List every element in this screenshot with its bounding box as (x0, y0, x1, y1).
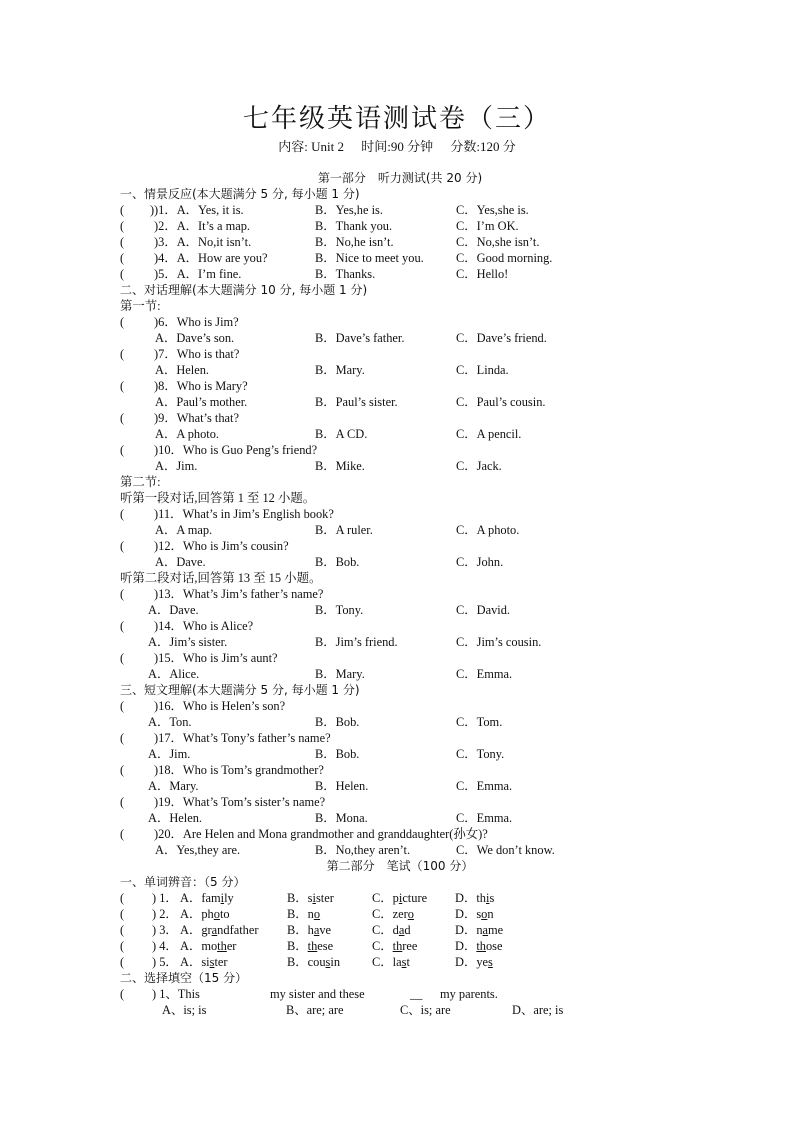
question-options: A．A map. B．A ruler. C．A photo. (155, 523, 520, 537)
question-options: A．Jim’s sister. B．Jim’s friend. C．Jim’s cousin. (148, 635, 542, 649)
question-stem: ( )7．Who is that? (120, 347, 240, 361)
exam-body (120, 170, 680, 1018)
exam-content: 内容: Unit 2 (278, 139, 344, 154)
part2-title: 第二部分 笔试（100 分） (326, 859, 474, 873)
question-stem: ( )11．What’s in Jim’s English book? (120, 507, 334, 521)
dialog-instruction: 听第一段对话,回答第 1 至 12 小题。 (120, 491, 316, 505)
question-row: ( )4．A．How are you? B．Nice to meet you. C．Good morning. (120, 251, 553, 265)
part1-title: 第一部分 听力测试(共 20 分) (317, 171, 483, 185)
question-stem: ( )18．Who is Tom’s grandmother? (120, 763, 324, 777)
question-stem: ( )8．Who is Mary? (120, 379, 248, 393)
question-options: A．Dave’s son. B．Dave’s father. C．Dave’s friend. (155, 331, 547, 345)
question-options: A．Helen. B．Mary. C．Linda. (155, 363, 509, 377)
question-stem: ( ) 1、This my sister and these __ my parents. (120, 987, 498, 1001)
question-row: ( )2．A．It’s a map. B．Thank you. C．I’m OK. (120, 219, 519, 233)
question-stem: ( )13．What’s Jim’s father’s name? (120, 587, 324, 601)
question-options: A．Mary. B．Helen. C．Emma. (148, 779, 513, 793)
question-stem: ( )9．What’s that? (120, 411, 239, 425)
question-stem: ( )6．Who is Jim? (120, 315, 239, 329)
question-options: A．Jim. B．Bob. C．Tony. (148, 747, 505, 761)
question-stem: ( )10．Who is Guo Peng’s friend? (120, 443, 318, 457)
question-options: A．Alice. B．Mary. C．Emma. (148, 667, 513, 681)
question-stem: ( )14．Who is Alice? (120, 619, 254, 633)
question-row: ( ) )1．A．Yes, it is. B．Yes,he is. C．Yes,she is. (120, 203, 529, 217)
question-stem: ( )17．What’s Tony’s father’s name? (120, 731, 331, 745)
section-heading: 三、短文理解(本大题满分 5 分, 每小题 1 分) (120, 683, 360, 697)
question-row: ( )3．A．No,it isn’t. B．No,he isn’t. C．No,she isn’t. (120, 235, 540, 249)
question-options: A．Ton. B．Bob. C．Tom. (148, 715, 503, 729)
question-stem: ( )12．Who is Jim’s cousin? (120, 539, 289, 553)
subsection-label: 第一节: (120, 299, 161, 313)
question-options: A．Dave. B．Tony. C．David. (148, 603, 511, 617)
question-stem: ( )20．Are Helen and Mona grandmother and granddaughter(孙女)? (120, 827, 488, 841)
exam-title: 七年级英语测试卷（三） (242, 104, 551, 133)
phonetics-row: ( ) 3． A．grandfather B．have C．dad D．name (120, 923, 504, 937)
dialog-instruction: 听第二段对话,回答第 13 至 15 小题。 (120, 571, 322, 585)
question-stem: ( )16．Who is Helen’s son? (120, 699, 286, 713)
question-options: A．Paul’s mother. B．Paul’s sister. C．Paul’s cousin. (155, 395, 546, 409)
exam-subtitle (0, 136, 794, 155)
question-options: A．A photo. B．A CD. C．A pencil. (155, 427, 522, 441)
section-heading: 一、单词辨音：（5 分） (120, 875, 246, 889)
exam-time: 时间:90 分钟 (361, 139, 434, 154)
subsection-label: 第二节: (120, 475, 161, 489)
exam-score: 分数:120 分 (450, 139, 516, 154)
section-heading: 一、情景反应(本大题满分 5 分, 每小题 1 分) (120, 187, 360, 201)
question-options: A．Helen. B．Mona. C．Emma. (148, 811, 513, 825)
question-stem: ( )15．Who is Jim’s aunt? (120, 651, 278, 665)
phonetics-row: ( ) 2． A．photo B．no C．zero D．son (120, 907, 494, 921)
question-options: A、is; is B、are; are C、is; are D、are; is (162, 1003, 564, 1017)
section-heading: 二、对话理解(本大题满分 10 分, 每小题 1 分) (120, 283, 368, 297)
phonetics-row: ( ) 4． A．mother B．these C．three D．those (120, 939, 503, 953)
question-options: A．Jim. B．Mike. C．Jack. (155, 459, 502, 473)
question-row: ( )5．A．I’m fine. B．Thanks. C．Hello! (120, 267, 509, 281)
phonetics-row: ( ) 1． A．family B．sister C．picture D．this (120, 891, 495, 905)
section-heading: 二、选择填空（15 分） (120, 971, 248, 985)
question-stem: ( )19．What’s Tom’s sister’s name? (120, 795, 326, 809)
phonetics-row: ( ) 5． A．sister B．cousin C．last D．yes (120, 955, 493, 969)
question-options: A．Dave. B．Bob. C．John. (155, 555, 504, 569)
question-options: A．Yes,they are. B．No,they aren’t. C．We don’t know. (155, 843, 555, 857)
